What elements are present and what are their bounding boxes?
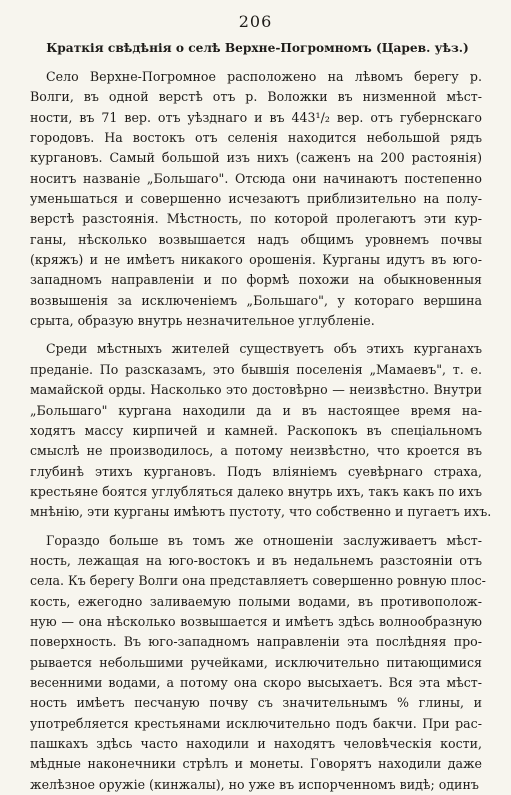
text-line: Село Верхне-Погромное расположено на лѣвомъ берегу р.	[46, 69, 482, 84]
text-line: западномъ направленіи и по формѣ похожи на обыкновенныя	[30, 272, 482, 288]
paragraph	[30, 67, 482, 331]
text-line: кургановъ. Самый большой изъ нихъ (саженъ на 200 растоянія)	[30, 150, 482, 166]
text-line: желѣзное оружіе (кинжалы), но уже въ испорченномъ видѣ; одинъ	[30, 776, 479, 792]
text-line: поверхность. Въ юго-западномъ направленіи эта послѣдняя про-	[30, 634, 482, 650]
text-line: употребляется крестьянами исключительно подъ бакчи. При рас-	[30, 715, 482, 731]
text-line: ходятъ массу кирпичей и камней. Раскопокъ въ спеціальномъ	[30, 422, 482, 438]
text-line: преданіе. По разсказамъ, это бывшія поселенія „Мамаевъ", т. е.	[30, 361, 482, 377]
text-line: возвышенія за исключеніемъ „Большаго", у котораго вершина	[30, 292, 482, 308]
text-line: (кряжъ) и не имѣетъ никакого орошенія. Курганы идутъ въ юго-	[30, 252, 482, 268]
text-line: ность, лежащая на юго-востокъ и въ недальнемъ разстояніи отъ	[30, 552, 482, 568]
text-line: рывается небольшими ручейками, исключительно питающимися	[30, 654, 482, 670]
text-line: мнѣнію, эти курганы имѣютъ пустоту, что собственно и пугаетъ ихъ.	[30, 504, 492, 520]
text-line: ную — она нѣсколько возвышается и имѣетъ здѣсь волнообразную	[30, 613, 482, 629]
paragraph	[30, 339, 492, 522]
text-line: пашкахъ здѣсь часто находили и находятъ человѣческія кости,	[30, 736, 482, 751]
text-line: мамайской орды. Насколько это достовѣрно — неизвѣстно. Внутри	[30, 382, 482, 398]
text-line: ность имѣетъ песчаную почву съ значительнымъ % глины, и	[30, 695, 482, 711]
text-line: носитъ названіе „Большаго". Отсюда они начинаютъ постепенно	[30, 170, 482, 186]
text-line: Среди мѣстныхъ жителей существуетъ объ этихъ курганахъ	[46, 341, 482, 357]
section-heading: Краткія свѣдѣнія о селѣ Верхне-Погромномъ (Царев. уѣз.)	[46, 41, 469, 55]
text-line: срыта, образую внутрь незначительное углубленіе.	[30, 313, 375, 329]
text-line: весенними водами, а потому она скоро высыхаетъ. Вся эта мѣст-	[30, 674, 482, 690]
text-line: крестьяне боятся углубляться далеко внутрь ихъ, такъ какъ по ихъ	[30, 483, 482, 499]
text-line: кость, ежегодно заливаемую полыми водами, въ противополож-	[30, 593, 482, 609]
text-line: верстѣ разстоянія. Мѣстность, по которой пролегаютъ эти кур-	[30, 211, 482, 227]
text-line: села. Къ берегу Волги она представляетъ совершенно ровную плос-	[30, 573, 486, 589]
paragraph-gap	[30, 331, 482, 339]
text-line: городовъ. На востокъ отъ селенія находится небольшой рядъ	[30, 130, 482, 146]
text-line: ности, въ 71 вер. отъ уѣзднаго и въ 443¹/₂ вер. отъ губернскаго	[30, 109, 482, 125]
page-number: 206	[238, 12, 273, 31]
text-line: мѣдные наконечники стрѣлъ и монеты. Говорятъ находили даже	[30, 756, 482, 772]
paragraph	[30, 531, 486, 795]
text-line: „Большаго" кургана находили да и въ настоящее время на-	[30, 402, 482, 418]
paragraph-gap	[30, 523, 482, 531]
text-line: уменьшаться и совершенно исчезаютъ приблизительно на полу-	[30, 191, 482, 207]
text-line: Гораздо больше въ томъ же отношеніи заслуживаетъ мѣст-	[46, 532, 482, 548]
text-line: глубинѣ этихъ кургановъ. Подъ вліяніемъ суевѣрнаго страха,	[30, 463, 482, 479]
text-line: ганы, нѣсколько возвышается надъ общимъ уровнемъ почвы	[30, 231, 482, 247]
text-line: смыслѣ не производилось, а потому неизвѣстно, что кроется въ	[30, 443, 482, 459]
text-line: Волги, въ одной верстѣ отъ р. Воложки въ низменной мѣст-	[30, 89, 482, 105]
body-text	[30, 67, 492, 795]
